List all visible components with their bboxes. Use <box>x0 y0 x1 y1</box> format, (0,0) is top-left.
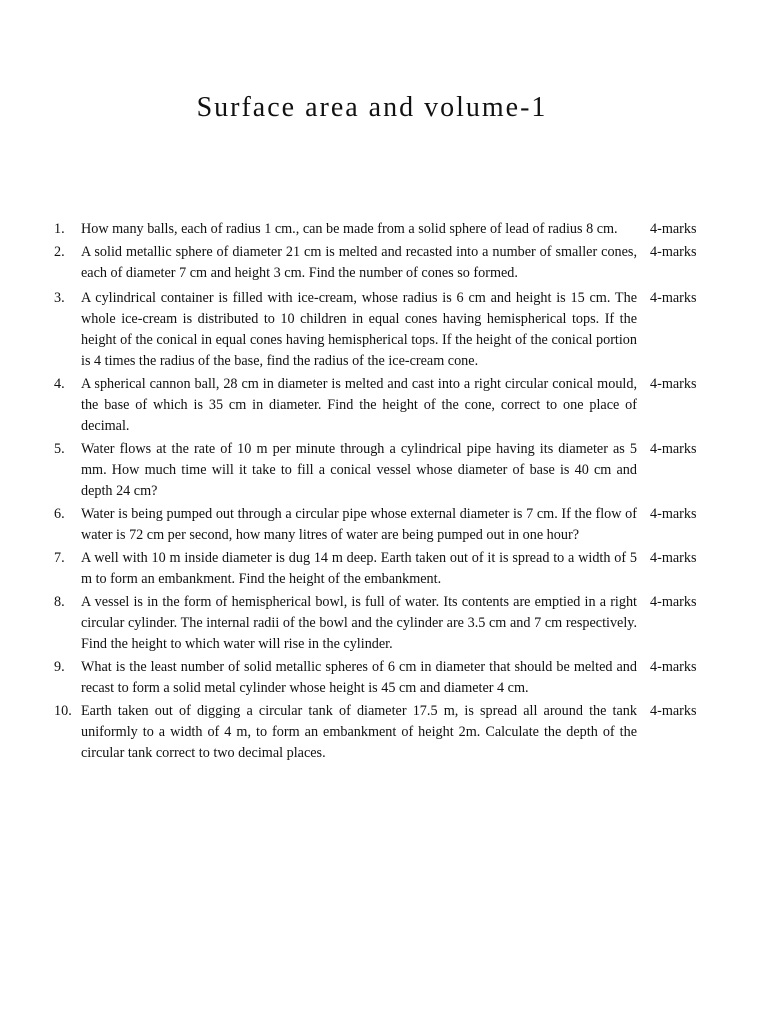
question-item-2 <box>40 242 740 284</box>
question-item-3 <box>40 288 740 372</box>
question-number <box>40 592 81 613</box>
marks-label: 4-marks <box>650 594 697 610</box>
question-list <box>40 219 740 766</box>
question-item-6 <box>40 504 740 546</box>
question-number <box>40 439 81 460</box>
question-item-8 <box>40 592 740 655</box>
question-item-9 <box>40 657 740 699</box>
question-number <box>40 504 81 525</box>
question-number <box>40 657 81 678</box>
question-number-label: 9. <box>54 659 65 675</box>
question-text: A cylindrical container is filled with ice-cream, whose radius is 6 cm and height is 15 cm. The whole ice-cream is distributed to 10 children in equal cones having hemispherical tops. If the height of the conical in equal cones having hemispherical tops. If the height of the conical portion is 4 times the radius of the base, find the radius of the ice-cream cone. <box>81 290 637 369</box>
question-number-label: 1. <box>54 221 65 237</box>
question-number-label: 7. <box>54 550 65 566</box>
question-number-label: 5. <box>54 441 65 457</box>
question-text: A solid metallic sphere of diameter 21 cm is melted and recasted into a number of smaller cones, each of diameter 7 cm and height 3 cm. Find the number of cones so formed. <box>81 244 637 281</box>
question-text: Water flows at the rate of 10 m per minute through a cylindrical pipe having its diameter as 5 mm. How much time will it take to fill a conical vessel whose diameter of base is 40 cm and depth 24 cm? <box>81 441 637 499</box>
question-text: Water is being pumped out through a circular pipe whose external diameter is 7 cm. If the flow of water is 72 cm per second, how many litres of water are being pumped out in one hour? <box>81 506 637 543</box>
question-item-4 <box>40 374 740 437</box>
question-number-label: 3. <box>54 290 65 306</box>
question-item-10 <box>40 701 740 764</box>
question-number <box>40 242 81 263</box>
marks-label: 4-marks <box>650 550 697 566</box>
marks-label: 4-marks <box>650 221 697 237</box>
question-item-1 <box>40 219 740 240</box>
marks-label: 4-marks <box>650 290 697 306</box>
question-text: A well with 10 m inside diameter is dug 14 m deep. Earth taken out of it is spread to a width of 5 m to form an embankment. Find the height of the embankment. <box>81 550 637 587</box>
question-text: Earth taken out of digging a circular tank of diameter 17.5 m, is spread all around the tank uniformly to a width of 4 m, to form an embankment of height 2m. Calculate the depth of the circular tank correct to two decimal places. <box>81 703 637 761</box>
page-title: Surface area and volume-1 <box>196 92 548 123</box>
marks-label: 4-marks <box>650 506 697 522</box>
question-text: A spherical cannon ball, 28 cm in diameter is melted and cast into a right circular conical mould, the base of which is 35 cm in diameter. Find the height of the cone, correct to one place of decimal. <box>81 376 637 434</box>
question-number-label: 6. <box>54 506 65 522</box>
marks-label: 4-marks <box>650 441 697 457</box>
question-number <box>40 219 81 240</box>
question-item-7 <box>40 548 740 590</box>
marks-label: 4-marks <box>650 244 697 260</box>
question-text: How many balls, each of radius 1 cm., can be made from a solid sphere of lead of radius 8 cm. <box>81 221 618 237</box>
marks-label: 4-marks <box>650 703 697 719</box>
marks-label: 4-marks <box>650 376 697 392</box>
question-number-label: 4. <box>54 376 65 392</box>
question-number-label: 10. <box>54 703 72 719</box>
question-text: What is the least number of solid metallic spheres of 6 cm in diameter that should be melted and recast to form a solid metal cylinder whose height is 45 cm and diameter 4 cm. <box>81 659 637 696</box>
question-number <box>40 374 81 395</box>
marks-label: 4-marks <box>650 659 697 675</box>
question-number <box>40 288 81 309</box>
question-number <box>40 548 81 569</box>
question-number-label: 8. <box>54 594 65 610</box>
question-number <box>40 701 81 722</box>
question-item-5 <box>40 439 740 502</box>
question-text: A vessel is in the form of hemispherical bowl, is full of water. Its contents are emptied in a right circular cylinder. The internal radii of the bowl and the cylinder are 3.5 cm and 7 cm respectively. Find the height to which water will rise in the cylinder. <box>81 594 637 652</box>
question-number-label: 2. <box>54 244 65 260</box>
